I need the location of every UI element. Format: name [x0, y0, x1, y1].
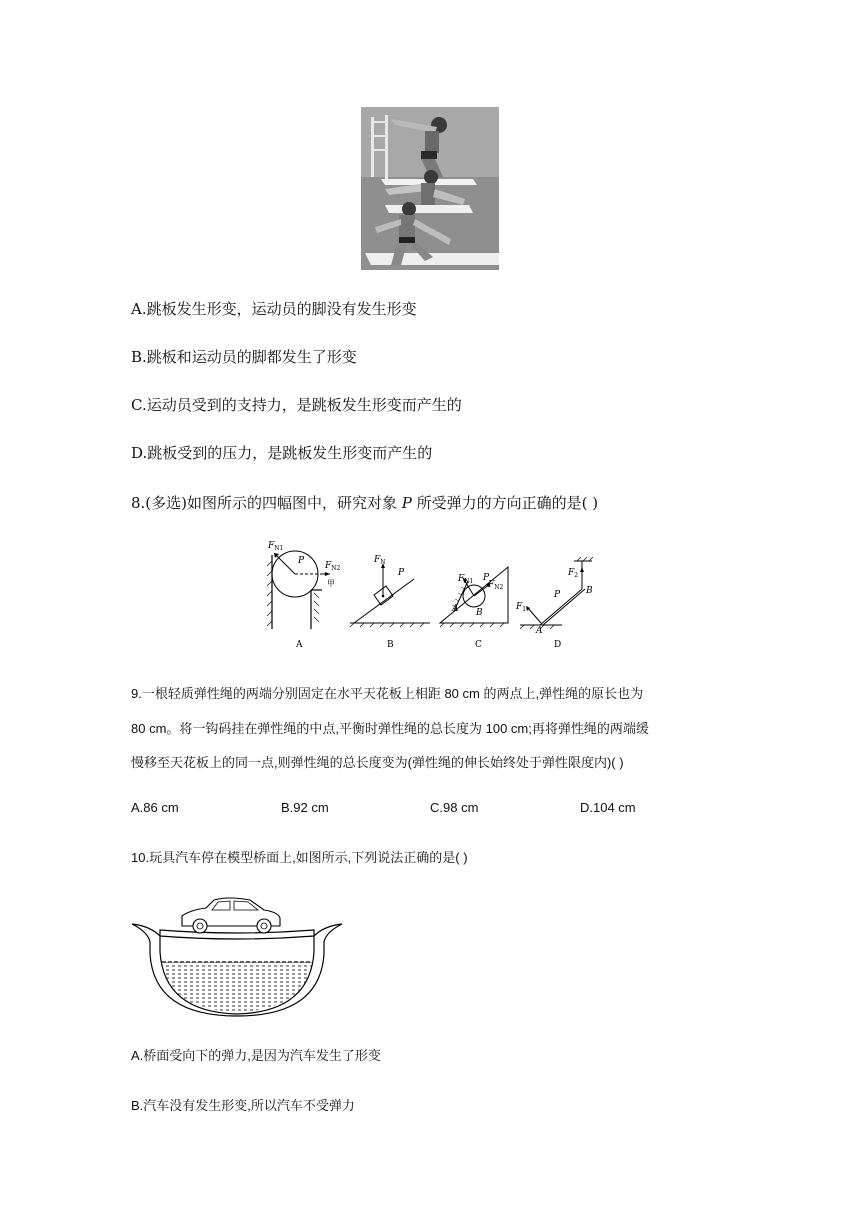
q9-option-a: A.86 cm: [131, 800, 179, 815]
q8-stem: [131, 492, 598, 513]
q8-panel-label-c: C: [475, 640, 482, 650]
label-b-c: B: [476, 608, 483, 618]
q8-stem-prefix: 8.(多选)如图所示的四幅图中，研究对象: [131, 494, 402, 512]
label-p-a: P: [298, 556, 305, 566]
q8-stem-suffix: 所受弹力的方向正确的是( ): [411, 494, 599, 512]
q8-panel-b: [350, 555, 430, 650]
label-a-d: A: [536, 626, 543, 636]
label-p-d: P: [554, 590, 561, 600]
q8-panel-a: [267, 541, 341, 650]
diver-photo: [361, 107, 499, 270]
label-p-b: P: [398, 568, 405, 578]
q7-option-d: D.跳板受到的压力，是跳板发生形变而产生的: [131, 444, 433, 462]
label-b-d: B: [586, 586, 593, 596]
q9-line-3: 慢移至天花板上的同一点,则弹性绳的总长度变为(弹性绳的伸长始终处于弹性限度内)( ): [131, 755, 624, 770]
label-fn-b: $F_N$: [374, 555, 386, 566]
q10-option-a: A.桥面受向下的弹力,是因为汽车发生了形变: [131, 1048, 381, 1063]
label-f1-d: $F_1$: [516, 602, 527, 613]
label-fn2-a: $F_{N2}$: [325, 561, 341, 572]
q8-panel-label-b: B: [387, 640, 394, 650]
q7-option-c: C.运动员受到的支持力，是跳板发生形变而产生的: [131, 396, 462, 414]
q8-panel-label-a: A: [296, 640, 303, 650]
q8-panel-d: [515, 557, 593, 650]
label-fn1-a: $F_{N1}$: [268, 541, 284, 552]
label-p-c: P: [483, 573, 490, 583]
q9-option-d: D.104 cm: [580, 800, 636, 815]
label-jia: 甲: [327, 579, 335, 588]
label-f2-d: $F_2$: [568, 568, 579, 579]
q10-option-b: B.汽车没有发生形变,所以汽车不受弹力: [131, 1098, 355, 1113]
q10-stem: 10.玩具汽车停在模型桥面上,如图所示,下列说法正确的是( ): [131, 850, 468, 865]
q7-option-a: A.跳板发生形变，运动员的脚没有发生形变: [131, 300, 417, 318]
q9-line-1: 9.一根轻质弹性绳的两端分别固定在水平天花板上相距 80 cm 的两点上,弹性绳的原长也为: [131, 686, 644, 701]
q7-option-b: B.跳板和运动员的脚都发生了形变: [131, 348, 357, 366]
q8-figure: [262, 537, 602, 653]
q8-stem-var: P: [401, 494, 412, 512]
label-fn1-c: $F_{N1}$: [458, 574, 474, 585]
q9-option-b: B.92 cm: [281, 800, 329, 815]
q9-option-c: C.98 cm: [430, 800, 479, 815]
q9-line-2: 80 cm。将一钩码挂在弹性绳的中点,平衡时弹性绳的总长度为 100 cm;再将弹性绳的两端缓: [131, 721, 649, 736]
toy-car-bridge-figure: [130, 892, 344, 1017]
q8-panel-c: [440, 567, 508, 650]
q8-panel-label-d: D: [554, 640, 562, 650]
label-fn2-c: $F_{N2}$: [488, 580, 504, 591]
label-a-c: A: [452, 604, 459, 614]
